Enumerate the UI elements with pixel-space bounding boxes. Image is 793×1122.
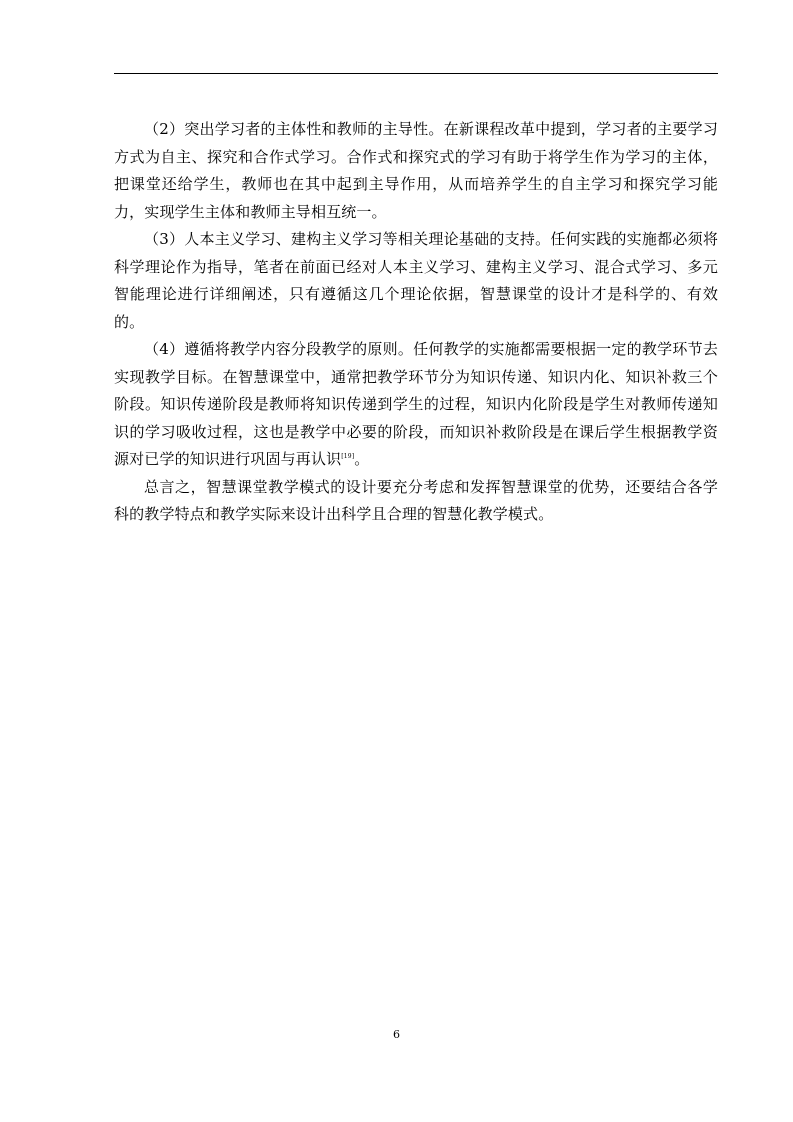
body-text	[114, 116, 718, 529]
paragraph-tail: 。	[354, 450, 370, 468]
paragraph-text: （4）遵循将教学内容分段教学的原则。任何教学的实施都需要根据一定的教学环节去实现教学目标。在智慧课堂中，通常把教学环节分为知识传递、知识内化、知识补救三个阶段。知识传递阶段是教师将知识传递到学生的过程，知识内化阶段是学生对教师传递知识的学习吸收过程，这也是教学中必要的阶段，而知识补救阶段是在课后学生根据教学资源对已学的知识进行巩固与再认识	[114, 340, 718, 468]
paragraph-text: （2）突出学习者的主体性和教师的主导性。在新课程改革中提到，学习者的主要学习方式为自主、探究和合作式学习。合作式和探究式的学习有助于将学生作为学习的主体，把课堂还给学生，教师也在其中起到主导作用，从而培养学生的自主学习和探究学习能力，实现学生主体和教师主导相互统一。	[114, 120, 718, 221]
citation-marker: [19]	[341, 453, 355, 460]
paragraph-principle-4	[114, 336, 718, 474]
page-number: 6	[393, 1028, 400, 1041]
paragraph-summary	[114, 474, 718, 529]
paragraph-principle-3	[114, 226, 718, 336]
header-rule	[114, 73, 718, 74]
paragraph-principle-2	[114, 116, 718, 226]
paragraph-text: 总言之，智慧课堂教学模式的设计要充分考虑和发挥智慧课堂的优势，还要结合各学科的教学特点和教学实际来设计出科学且合理的智慧化教学模式。	[114, 477, 718, 523]
paragraph-text: （3）人本主义学习、建构主义学习等相关理论基础的支持。任何实践的实施都必须将科学理论作为指导，笔者在前面已经对人本主义学习、建构主义学习、混合式学习、多元智能理论进行详细阐述，只有遵循这几个理论依据，智慧课堂的设计才是科学的、有效的。	[114, 230, 718, 331]
